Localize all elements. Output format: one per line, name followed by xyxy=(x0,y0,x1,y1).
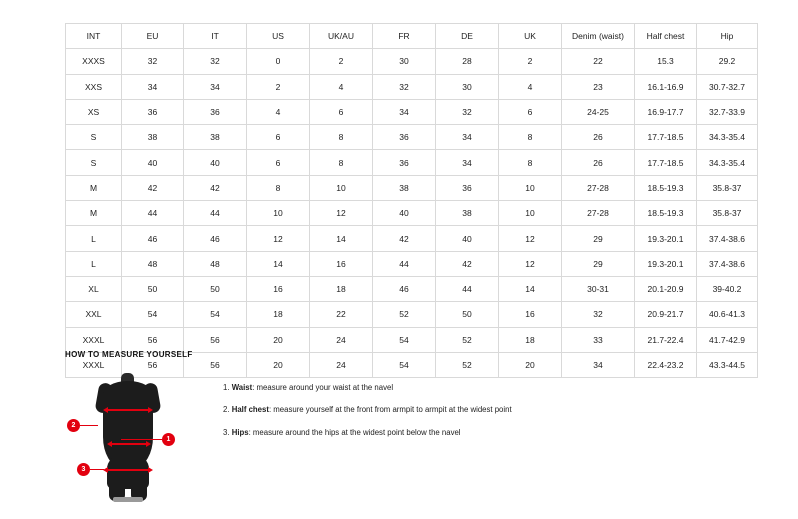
table-cell: 34 xyxy=(122,74,184,99)
table-row xyxy=(66,49,758,74)
table-cell: 29.2 xyxy=(697,49,758,74)
table-cell: 36 xyxy=(373,125,436,150)
table-cell: 18 xyxy=(247,302,310,327)
chest-measure-arrow-icon xyxy=(107,409,149,411)
table-cell: 32 xyxy=(562,302,635,327)
table-row xyxy=(66,150,758,175)
table-cell: 40.6-41.3 xyxy=(697,302,758,327)
table-cell: 18.5-19.3 xyxy=(635,201,697,226)
column-header: FR xyxy=(373,24,436,49)
table-cell: 19.3-20.1 xyxy=(635,251,697,276)
table-cell: 38 xyxy=(373,175,436,200)
table-cell: 23 xyxy=(562,74,635,99)
table-row xyxy=(66,327,758,352)
table-cell: XXL xyxy=(66,302,122,327)
table-cell: 4 xyxy=(310,74,373,99)
table-cell: 6 xyxy=(499,99,562,124)
table-cell: 4 xyxy=(247,99,310,124)
table-cell: 38 xyxy=(184,125,247,150)
table-cell: 42 xyxy=(436,251,499,276)
table-cell: 35.8-37 xyxy=(697,201,758,226)
step-number: 3. xyxy=(223,427,230,437)
table-cell: XL xyxy=(66,276,122,301)
column-header: UK/AU xyxy=(310,24,373,49)
table-cell: L xyxy=(66,251,122,276)
table-cell: 27-28 xyxy=(562,175,635,200)
table-cell: 54 xyxy=(184,302,247,327)
measure-step xyxy=(223,428,512,437)
table-cell: 52 xyxy=(436,327,499,352)
table-cell: 33 xyxy=(562,327,635,352)
table-cell: 22.4-23.2 xyxy=(635,352,697,377)
table-cell: 54 xyxy=(122,302,184,327)
table-cell: 52 xyxy=(373,302,436,327)
table-cell: 22 xyxy=(562,49,635,74)
table-cell: 18 xyxy=(499,327,562,352)
table-cell: 12 xyxy=(499,226,562,251)
column-header: Half chest xyxy=(635,24,697,49)
table-cell: 14 xyxy=(247,251,310,276)
table-cell: 34 xyxy=(436,125,499,150)
step-term: Hips xyxy=(231,427,249,437)
table-cell: 40 xyxy=(122,150,184,175)
table-cell: L xyxy=(66,226,122,251)
table-cell: 20 xyxy=(247,352,310,377)
table-cell: 12 xyxy=(499,251,562,276)
table-cell: 40 xyxy=(184,150,247,175)
column-header: DE xyxy=(436,24,499,49)
table-cell: 8 xyxy=(499,125,562,150)
table-cell: 0 xyxy=(247,49,310,74)
size-chart-table xyxy=(65,23,758,378)
table-cell: 48 xyxy=(184,251,247,276)
column-header: Denim (waist) xyxy=(562,24,635,49)
table-cell: 26 xyxy=(562,150,635,175)
marker-badge-1: 1 xyxy=(162,433,175,446)
how-to-measure-section xyxy=(65,350,665,501)
table-cell: 48 xyxy=(122,251,184,276)
table-cell: 14 xyxy=(499,276,562,301)
table-cell: 6 xyxy=(247,150,310,175)
table-cell: 16.9-17.7 xyxy=(635,99,697,124)
table-cell: M xyxy=(66,175,122,200)
table-cell: 20 xyxy=(247,327,310,352)
table-cell: 29 xyxy=(562,251,635,276)
table-cell: 40 xyxy=(373,201,436,226)
column-header: UK xyxy=(499,24,562,49)
table-cell: 8 xyxy=(310,125,373,150)
table-cell: 34 xyxy=(184,74,247,99)
table-row xyxy=(66,74,758,99)
table-row xyxy=(66,99,758,124)
table-cell: 34 xyxy=(436,150,499,175)
table-cell: 16 xyxy=(499,302,562,327)
table-cell: 21.7-22.4 xyxy=(635,327,697,352)
table-cell: 44 xyxy=(184,201,247,226)
table-cell: 17.7-18.5 xyxy=(635,150,697,175)
table-cell: 2 xyxy=(499,49,562,74)
table-cell: M xyxy=(66,201,122,226)
step-term: Waist xyxy=(231,383,253,392)
table-cell: 32 xyxy=(184,49,247,74)
table-cell: 6 xyxy=(247,125,310,150)
table-cell: 26 xyxy=(562,125,635,150)
table-cell: 30.7-32.7 xyxy=(697,74,758,99)
table-cell: S xyxy=(66,150,122,175)
table-cell: 22 xyxy=(310,302,373,327)
how-to-measure-body xyxy=(65,371,665,501)
table-cell: 50 xyxy=(436,302,499,327)
table-cell: 14 xyxy=(310,226,373,251)
table-cell: 44 xyxy=(373,251,436,276)
table-cell: 6 xyxy=(310,99,373,124)
table-cell: 15.3 xyxy=(635,49,697,74)
table-cell: 44 xyxy=(122,201,184,226)
table-row xyxy=(66,302,758,327)
step-number: 2. xyxy=(223,405,230,415)
table-cell: 56 xyxy=(184,352,247,377)
waist-measure-arrow-icon xyxy=(111,443,147,445)
table-cell: 28 xyxy=(436,49,499,74)
mannequin-icon xyxy=(95,373,161,501)
table-cell: 30 xyxy=(373,49,436,74)
table-row xyxy=(66,251,758,276)
table-cell: 8 xyxy=(499,150,562,175)
table-cell: 24 xyxy=(310,352,373,377)
table-cell: 16 xyxy=(310,251,373,276)
table-cell: 20 xyxy=(499,352,562,377)
table-cell: 36 xyxy=(373,150,436,175)
marker-leader-line-2 xyxy=(80,425,98,426)
table-cell: 30 xyxy=(436,74,499,99)
table-cell: 18.5-19.3 xyxy=(635,175,697,200)
table-cell: 20.9-21.7 xyxy=(635,302,697,327)
table-cell: 46 xyxy=(373,276,436,301)
table-body xyxy=(66,49,758,378)
table-cell: 38 xyxy=(122,125,184,150)
table-cell: 36 xyxy=(122,99,184,124)
table-cell: 32 xyxy=(436,99,499,124)
table-cell: 4 xyxy=(499,74,562,99)
table-cell: 34.3-35.4 xyxy=(697,150,758,175)
table-cell: 41.7-42.9 xyxy=(697,327,758,352)
table-cell: 17.7-18.5 xyxy=(635,125,697,150)
step-text: : measure around the hips at the widest point below the navel xyxy=(248,427,461,437)
table-cell: 56 xyxy=(184,327,247,352)
marker-badge-3: 3 xyxy=(77,463,90,476)
table-cell: S xyxy=(66,125,122,150)
table-cell: 50 xyxy=(184,276,247,301)
how-to-measure-title: HOW TO MEASURE YOURSELF xyxy=(65,350,193,359)
table-cell: 50 xyxy=(122,276,184,301)
table-cell: 39-40.2 xyxy=(697,276,758,301)
size-chart-table-container xyxy=(65,23,745,378)
table-cell: 46 xyxy=(122,226,184,251)
column-header: IT xyxy=(184,24,247,49)
table-cell: 34.3-35.4 xyxy=(697,125,758,150)
table-cell: 37.4-38.6 xyxy=(697,226,758,251)
table-cell: 18 xyxy=(310,276,373,301)
table-cell: 42 xyxy=(122,175,184,200)
table-cell: 46 xyxy=(184,226,247,251)
table-cell: 56 xyxy=(122,352,184,377)
table-cell: XXXL xyxy=(66,352,122,377)
table-cell: 8 xyxy=(247,175,310,200)
table-cell: 19.3-20.1 xyxy=(635,226,697,251)
table-cell: 42 xyxy=(373,226,436,251)
table-cell: 16 xyxy=(247,276,310,301)
table-cell: 52 xyxy=(436,352,499,377)
table-cell: 2 xyxy=(247,74,310,99)
measure-step xyxy=(223,405,512,414)
table-cell: 32.7-33.9 xyxy=(697,99,758,124)
table-cell: 32 xyxy=(122,49,184,74)
table-cell: 36 xyxy=(184,99,247,124)
table-cell: 27-28 xyxy=(562,201,635,226)
table-cell: 34 xyxy=(562,352,635,377)
table-cell: XXS xyxy=(66,74,122,99)
step-term: Half chest xyxy=(231,405,269,415)
table-row xyxy=(66,125,758,150)
table-header-row xyxy=(66,24,758,49)
table-cell: 8 xyxy=(310,150,373,175)
table-cell: 40 xyxy=(436,226,499,251)
measure-steps-list xyxy=(223,371,512,450)
table-cell: 12 xyxy=(247,226,310,251)
table-cell: 12 xyxy=(310,201,373,226)
column-header: INT xyxy=(66,24,122,49)
column-header: EU xyxy=(122,24,184,49)
table-cell: XS xyxy=(66,99,122,124)
step-text: : measure around your waist at the navel xyxy=(252,383,394,392)
table-cell: 20.1-20.9 xyxy=(635,276,697,301)
mannequin-stand xyxy=(113,497,143,502)
table-cell: 29 xyxy=(562,226,635,251)
table-cell: 44 xyxy=(436,276,499,301)
column-header: Hip xyxy=(697,24,758,49)
table-row xyxy=(66,201,758,226)
step-text: : measure yourself at the front from armpit to armpit at the widest point xyxy=(268,405,512,415)
measure-step xyxy=(223,383,512,392)
table-cell: XXXS xyxy=(66,49,122,74)
table-cell: 32 xyxy=(373,74,436,99)
table-cell: XXXL xyxy=(66,327,122,352)
table-cell: 38 xyxy=(436,201,499,226)
table-cell: 56 xyxy=(122,327,184,352)
table-cell: 35.8-37 xyxy=(697,175,758,200)
table-cell: 10 xyxy=(499,175,562,200)
table-cell: 36 xyxy=(436,175,499,200)
table-cell: 2 xyxy=(310,49,373,74)
table-cell: 24 xyxy=(310,327,373,352)
table-cell: 43.3-44.5 xyxy=(697,352,758,377)
table-cell: 34 xyxy=(373,99,436,124)
marker-leader-line-3 xyxy=(90,469,104,470)
table-cell: 42 xyxy=(184,175,247,200)
table-cell: 24-25 xyxy=(562,99,635,124)
table-cell: 16.1-16.9 xyxy=(635,74,697,99)
table-cell: 10 xyxy=(499,201,562,226)
hips-measure-arrow-icon xyxy=(107,469,149,471)
table-cell: 37.4-38.6 xyxy=(697,251,758,276)
table-cell: 54 xyxy=(373,352,436,377)
measurement-figure xyxy=(65,371,195,501)
table-cell: 54 xyxy=(373,327,436,352)
column-header: US xyxy=(247,24,310,49)
table-cell: 10 xyxy=(310,175,373,200)
step-number: 1. xyxy=(223,383,230,392)
marker-leader-line-1 xyxy=(121,439,162,440)
table-row xyxy=(66,226,758,251)
table-cell: 30-31 xyxy=(562,276,635,301)
marker-badge-2: 2 xyxy=(67,419,80,432)
table-row xyxy=(66,175,758,200)
table-row xyxy=(66,276,758,301)
table-cell: 10 xyxy=(247,201,310,226)
